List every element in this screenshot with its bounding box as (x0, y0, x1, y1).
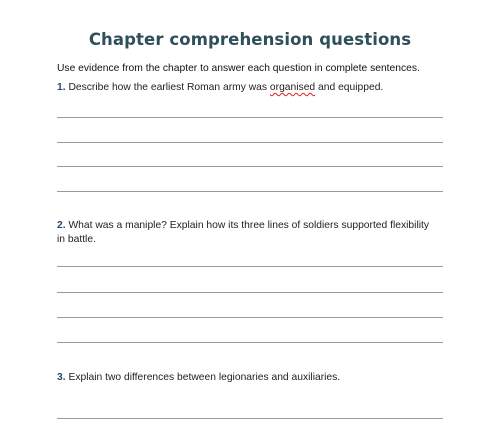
answer-line[interactable] (57, 418, 443, 419)
answer-line[interactable] (57, 166, 443, 167)
question-number: 2. (57, 220, 66, 231)
instructions-text: Use evidence from the chapter to answer each question in complete sentences. (57, 63, 420, 74)
answer-line[interactable] (57, 292, 443, 293)
answer-line[interactable] (57, 191, 443, 192)
question-text: Describe how the earliest Roman army was (68, 82, 268, 93)
question-text: and equipped. (318, 82, 384, 93)
answer-line[interactable] (57, 266, 443, 267)
question-number: 3. (57, 372, 66, 383)
question-2 (57, 219, 437, 247)
answer-line[interactable] (57, 142, 443, 143)
question-number: 1. (57, 82, 66, 93)
question-text: What was a maniple? Explain how its three lines of soldiers supported flexibility in battle. (57, 220, 430, 245)
question-3 (57, 371, 437, 385)
page-title: Chapter comprehension questions (88, 30, 412, 49)
answer-line[interactable] (57, 117, 443, 118)
question-1 (57, 81, 437, 95)
question-text: Explain two differences between legionaries and auxiliaries. (68, 372, 341, 383)
spellcheck-flagged-word[interactable]: organised (269, 82, 316, 93)
answer-line[interactable] (57, 342, 443, 343)
answer-line[interactable] (57, 317, 443, 318)
